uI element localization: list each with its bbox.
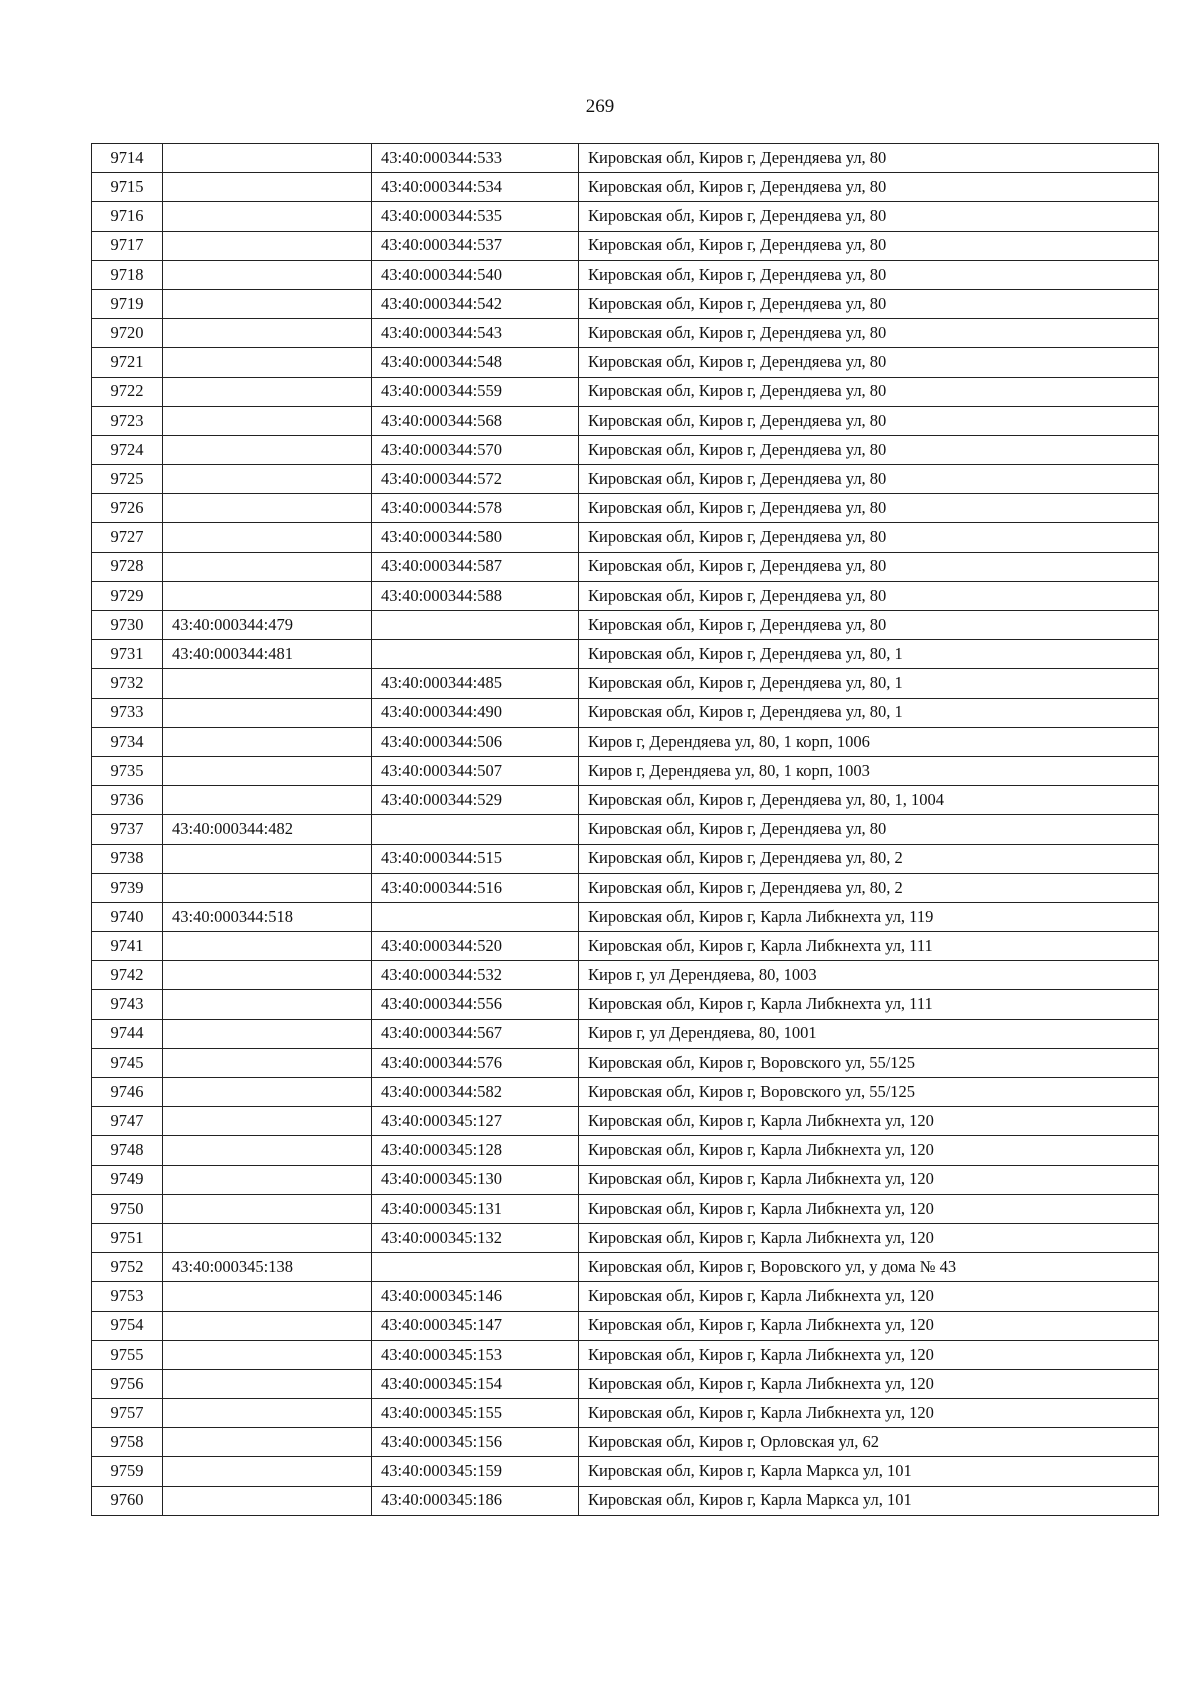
table-row (92, 1194, 1159, 1223)
table-row (92, 465, 1159, 494)
address-cell: Киров г, ул Дерендяева, 80, 1003 (579, 961, 1159, 990)
cadastral-number-secondary-cell: 43:40:000345:159 (372, 1457, 579, 1486)
address-cell: Кировская обл, Киров г, Дерендяева ул, 80 (579, 494, 1159, 523)
address-cell: Кировская обл, Киров г, Дерендяева ул, 80 (579, 319, 1159, 348)
table-row (92, 727, 1159, 756)
row-number-cell: 9756 (92, 1369, 163, 1398)
table-row (92, 873, 1159, 902)
cadastral-number-cell (163, 698, 372, 727)
cadastral-number-cell (163, 1486, 372, 1515)
cadastral-number-cell (163, 990, 372, 1019)
address-cell: Кировская обл, Киров г, Дерендяева ул, 80, 1 (579, 640, 1159, 669)
address-cell: Кировская обл, Киров г, Карла Либкнехта ул, 120 (579, 1311, 1159, 1340)
cadastral-number-cell (163, 523, 372, 552)
cadastral-number-cell: 43:40:000345:138 (163, 1253, 372, 1282)
table-row (92, 815, 1159, 844)
row-number-cell: 9743 (92, 990, 163, 1019)
row-number-cell: 9720 (92, 319, 163, 348)
table-row (92, 1457, 1159, 1486)
address-cell: Кировская обл, Киров г, Дерендяева ул, 80 (579, 406, 1159, 435)
table-row (92, 1428, 1159, 1457)
row-number-cell: 9717 (92, 231, 163, 260)
row-number-cell: 9759 (92, 1457, 163, 1486)
table-row (92, 552, 1159, 581)
cadastral-number-secondary-cell: 43:40:000344:582 (372, 1078, 579, 1107)
cadastral-number-cell (163, 494, 372, 523)
cadastral-number-cell (163, 1340, 372, 1369)
table-row (92, 990, 1159, 1019)
cadastral-number-secondary-cell: 43:40:000344:490 (372, 698, 579, 727)
cadastral-number-secondary-cell: 43:40:000344:507 (372, 756, 579, 785)
row-number-cell: 9757 (92, 1399, 163, 1428)
registry-table (91, 143, 1159, 1516)
cadastral-number-cell (163, 756, 372, 785)
cadastral-number-cell (163, 727, 372, 756)
table-row (92, 844, 1159, 873)
address-cell: Кировская обл, Киров г, Дерендяева ул, 80 (579, 611, 1159, 640)
row-number-cell: 9752 (92, 1253, 163, 1282)
cadastral-number-secondary-cell (372, 902, 579, 931)
row-number-cell: 9727 (92, 523, 163, 552)
cadastral-number-secondary-cell: 43:40:000344:543 (372, 319, 579, 348)
cadastral-number-cell (163, 1223, 372, 1252)
row-number-cell: 9735 (92, 756, 163, 785)
table-row (92, 698, 1159, 727)
cadastral-number-secondary-cell: 43:40:000345:132 (372, 1223, 579, 1252)
cadastral-number-secondary-cell: 43:40:000345:131 (372, 1194, 579, 1223)
cadastral-number-cell (163, 1428, 372, 1457)
table-row (92, 1253, 1159, 1282)
address-cell: Кировская обл, Киров г, Карла Либкнехта ул, 120 (579, 1282, 1159, 1311)
row-number-cell: 9723 (92, 406, 163, 435)
cadastral-number-cell (163, 1194, 372, 1223)
address-cell: Кировская обл, Киров г, Карла Либкнехта ул, 111 (579, 932, 1159, 961)
cadastral-number-secondary-cell: 43:40:000344:520 (372, 932, 579, 961)
table-row (92, 902, 1159, 931)
row-number-cell: 9729 (92, 581, 163, 610)
cadastral-number-cell (163, 1399, 372, 1428)
address-cell: Кировская обл, Киров г, Воровского ул, 55/125 (579, 1048, 1159, 1077)
cadastral-number-secondary-cell: 43:40:000345:130 (372, 1165, 579, 1194)
address-cell: Киров г, Дерендяева ул, 80, 1 корп, 1006 (579, 727, 1159, 756)
address-cell: Кировская обл, Киров г, Дерендяева ул, 80 (579, 815, 1159, 844)
address-cell: Кировская обл, Киров г, Дерендяева ул, 80 (579, 465, 1159, 494)
row-number-cell: 9714 (92, 144, 163, 173)
row-number-cell: 9747 (92, 1107, 163, 1136)
table-row (92, 1369, 1159, 1398)
row-number-cell: 9750 (92, 1194, 163, 1223)
cadastral-number-cell (163, 844, 372, 873)
cadastral-number-cell: 43:40:000344:518 (163, 902, 372, 931)
row-number-cell: 9751 (92, 1223, 163, 1252)
cadastral-number-cell (163, 465, 372, 494)
cadastral-number-cell (163, 873, 372, 902)
cadastral-number-secondary-cell: 43:40:000344:548 (372, 348, 579, 377)
address-cell: Кировская обл, Киров г, Карла Либкнехта ул, 120 (579, 1223, 1159, 1252)
cadastral-number-secondary-cell: 43:40:000344:542 (372, 289, 579, 318)
cadastral-number-secondary-cell: 43:40:000345:155 (372, 1399, 579, 1428)
row-number-cell: 9741 (92, 932, 163, 961)
table-row (92, 494, 1159, 523)
row-number-cell: 9722 (92, 377, 163, 406)
address-cell: Кировская обл, Киров г, Дерендяева ул, 80, 1 (579, 669, 1159, 698)
cadastral-number-secondary-cell: 43:40:000344:533 (372, 144, 579, 173)
cadastral-number-cell (163, 1048, 372, 1077)
address-cell: Кировская обл, Киров г, Карла Либкнехта ул, 120 (579, 1340, 1159, 1369)
table-row (92, 319, 1159, 348)
row-number-cell: 9744 (92, 1019, 163, 1048)
row-number-cell: 9721 (92, 348, 163, 377)
cadastral-number-cell (163, 377, 372, 406)
address-cell: Кировская обл, Киров г, Дерендяева ул, 80 (579, 552, 1159, 581)
cadastral-number-secondary-cell: 43:40:000344:587 (372, 552, 579, 581)
cadastral-number-cell (163, 231, 372, 260)
cadastral-number-secondary-cell: 43:40:000344:567 (372, 1019, 579, 1048)
address-cell: Киров г, ул Дерендяева, 80, 1001 (579, 1019, 1159, 1048)
cadastral-number-cell (163, 1019, 372, 1048)
cadastral-number-cell (163, 1457, 372, 1486)
address-cell: Кировская обл, Киров г, Воровского ул, у дома № 43 (579, 1253, 1159, 1282)
address-cell: Кировская обл, Киров г, Карла Либкнехта ул, 120 (579, 1136, 1159, 1165)
table-row (92, 961, 1159, 990)
cadastral-number-cell: 43:40:000344:482 (163, 815, 372, 844)
table-row (92, 231, 1159, 260)
cadastral-number-cell (163, 1282, 372, 1311)
address-cell: Кировская обл, Киров г, Карла Маркса ул, 101 (579, 1486, 1159, 1515)
table-row (92, 173, 1159, 202)
table-row (92, 260, 1159, 289)
cadastral-number-cell (163, 1107, 372, 1136)
address-cell: Кировская обл, Киров г, Дерендяева ул, 80 (579, 289, 1159, 318)
cadastral-number-cell (163, 961, 372, 990)
row-number-cell: 9760 (92, 1486, 163, 1515)
cadastral-number-secondary-cell: 43:40:000344:532 (372, 961, 579, 990)
table-row (92, 1223, 1159, 1252)
cadastral-number-cell (163, 406, 372, 435)
table-row (92, 1340, 1159, 1369)
address-cell: Кировская обл, Киров г, Карла Либкнехта ул, 120 (579, 1194, 1159, 1223)
cadastral-number-cell (163, 552, 372, 581)
address-cell: Кировская обл, Киров г, Дерендяева ул, 80, 1 (579, 698, 1159, 727)
address-cell: Кировская обл, Киров г, Дерендяева ул, 80, 2 (579, 844, 1159, 873)
cadastral-number-cell (163, 435, 372, 464)
address-cell: Киров г, Дерендяева ул, 80, 1 корп, 1003 (579, 756, 1159, 785)
cadastral-number-secondary-cell: 43:40:000344:515 (372, 844, 579, 873)
cadastral-number-secondary-cell: 43:40:000344:572 (372, 465, 579, 494)
table-row (92, 669, 1159, 698)
cadastral-number-cell (163, 319, 372, 348)
row-number-cell: 9738 (92, 844, 163, 873)
row-number-cell: 9742 (92, 961, 163, 990)
address-cell: Кировская обл, Киров г, Дерендяева ул, 80 (579, 348, 1159, 377)
cadastral-number-cell (163, 348, 372, 377)
row-number-cell: 9754 (92, 1311, 163, 1340)
address-cell: Кировская обл, Киров г, Дерендяева ул, 80 (579, 202, 1159, 231)
cadastral-number-secondary-cell: 43:40:000344:568 (372, 406, 579, 435)
table-row (92, 1019, 1159, 1048)
address-cell: Кировская обл, Киров г, Воровского ул, 55/125 (579, 1078, 1159, 1107)
table-row (92, 348, 1159, 377)
address-cell: Кировская обл, Киров г, Дерендяева ул, 80 (579, 523, 1159, 552)
address-cell: Кировская обл, Киров г, Карла Либкнехта ул, 120 (579, 1399, 1159, 1428)
cadastral-number-secondary-cell: 43:40:000345:156 (372, 1428, 579, 1457)
address-cell: Кировская обл, Киров г, Карла Либкнехта ул, 111 (579, 990, 1159, 1019)
table-row (92, 435, 1159, 464)
cadastral-number-secondary-cell: 43:40:000344:578 (372, 494, 579, 523)
cadastral-number-secondary-cell: 43:40:000344:556 (372, 990, 579, 1019)
cadastral-number-secondary-cell: 43:40:000344:576 (372, 1048, 579, 1077)
table-row (92, 932, 1159, 961)
cadastral-number-cell: 43:40:000344:479 (163, 611, 372, 640)
table-row (92, 377, 1159, 406)
row-number-cell: 9746 (92, 1078, 163, 1107)
table-row (92, 1107, 1159, 1136)
table-row (92, 640, 1159, 669)
row-number-cell: 9758 (92, 1428, 163, 1457)
cadastral-number-cell (163, 786, 372, 815)
row-number-cell: 9730 (92, 611, 163, 640)
address-cell: Кировская обл, Киров г, Дерендяева ул, 80 (579, 581, 1159, 610)
row-number-cell: 9715 (92, 173, 163, 202)
row-number-cell: 9749 (92, 1165, 163, 1194)
table-row (92, 144, 1159, 173)
cadastral-number-cell (163, 202, 372, 231)
cadastral-number-secondary-cell: 43:40:000344:540 (372, 260, 579, 289)
table-row (92, 1399, 1159, 1428)
row-number-cell: 9748 (92, 1136, 163, 1165)
row-number-cell: 9736 (92, 786, 163, 815)
address-cell: Кировская обл, Киров г, Карла Либкнехта ул, 119 (579, 902, 1159, 931)
row-number-cell: 9716 (92, 202, 163, 231)
address-cell: Кировская обл, Киров г, Дерендяева ул, 80 (579, 377, 1159, 406)
cadastral-number-secondary-cell: 43:40:000344:529 (372, 786, 579, 815)
address-cell: Кировская обл, Киров г, Дерендяева ул, 80 (579, 231, 1159, 260)
cadastral-number-secondary-cell: 43:40:000344:506 (372, 727, 579, 756)
address-cell: Кировская обл, Киров г, Орловская ул, 62 (579, 1428, 1159, 1457)
page-number: 269 (585, 96, 615, 117)
cadastral-number-secondary-cell: 43:40:000344:570 (372, 435, 579, 464)
row-number-cell: 9732 (92, 669, 163, 698)
cadastral-number-secondary-cell (372, 640, 579, 669)
row-number-cell: 9719 (92, 289, 163, 318)
table-row (92, 289, 1159, 318)
row-number-cell: 9737 (92, 815, 163, 844)
row-number-cell: 9734 (92, 727, 163, 756)
address-cell: Кировская обл, Киров г, Карла Либкнехта ул, 120 (579, 1107, 1159, 1136)
row-number-cell: 9733 (92, 698, 163, 727)
address-cell: Кировская обл, Киров г, Дерендяева ул, 80 (579, 435, 1159, 464)
cadastral-number-cell (163, 1078, 372, 1107)
address-cell: Кировская обл, Киров г, Дерендяева ул, 80 (579, 173, 1159, 202)
table-row (92, 1311, 1159, 1340)
cadastral-number-cell: 43:40:000344:481 (163, 640, 372, 669)
cadastral-number-cell (163, 669, 372, 698)
address-cell: Кировская обл, Киров г, Дерендяева ул, 80, 2 (579, 873, 1159, 902)
cadastral-number-secondary-cell (372, 1253, 579, 1282)
address-cell: Кировская обл, Киров г, Дерендяева ул, 80, 1, 1004 (579, 786, 1159, 815)
cadastral-number-cell (163, 581, 372, 610)
row-number-cell: 9728 (92, 552, 163, 581)
cadastral-number-secondary-cell: 43:40:000345:186 (372, 1486, 579, 1515)
cadastral-number-cell (163, 289, 372, 318)
table-row (92, 1048, 1159, 1077)
address-cell: Кировская обл, Киров г, Карла Либкнехта ул, 120 (579, 1165, 1159, 1194)
row-number-cell: 9753 (92, 1282, 163, 1311)
table-row (92, 756, 1159, 785)
cadastral-number-secondary-cell: 43:40:000344:534 (372, 173, 579, 202)
row-number-cell: 9725 (92, 465, 163, 494)
cadastral-number-secondary-cell: 43:40:000344:580 (372, 523, 579, 552)
address-cell: Кировская обл, Киров г, Карла Маркса ул, 101 (579, 1457, 1159, 1486)
row-number-cell: 9731 (92, 640, 163, 669)
row-number-cell: 9726 (92, 494, 163, 523)
table-row (92, 1136, 1159, 1165)
cadastral-number-secondary-cell: 43:40:000344:537 (372, 231, 579, 260)
cadastral-number-secondary-cell (372, 611, 579, 640)
table-row (92, 1165, 1159, 1194)
table-row (92, 1078, 1159, 1107)
table-row (92, 786, 1159, 815)
cadastral-number-secondary-cell: 43:40:000344:588 (372, 581, 579, 610)
row-number-cell: 9755 (92, 1340, 163, 1369)
cadastral-number-cell (163, 1311, 372, 1340)
table-row (92, 523, 1159, 552)
row-number-cell: 9718 (92, 260, 163, 289)
cadastral-number-cell (163, 932, 372, 961)
cadastral-number-secondary-cell: 43:40:000345:147 (372, 1311, 579, 1340)
cadastral-number-secondary-cell: 43:40:000345:146 (372, 1282, 579, 1311)
cadastral-number-secondary-cell: 43:40:000344:535 (372, 202, 579, 231)
cadastral-number-cell (163, 1165, 372, 1194)
cadastral-number-cell (163, 260, 372, 289)
cadastral-number-secondary-cell (372, 815, 579, 844)
cadastral-number-cell (163, 144, 372, 173)
table-row (92, 611, 1159, 640)
cadastral-number-secondary-cell: 43:40:000344:485 (372, 669, 579, 698)
table-row (92, 1282, 1159, 1311)
row-number-cell: 9740 (92, 902, 163, 931)
registry-table-body (92, 144, 1159, 1516)
row-number-cell: 9724 (92, 435, 163, 464)
row-number-cell: 9739 (92, 873, 163, 902)
cadastral-number-cell (163, 1369, 372, 1398)
table-row (92, 406, 1159, 435)
row-number-cell: 9745 (92, 1048, 163, 1077)
table-row (92, 1486, 1159, 1515)
address-cell: Кировская обл, Киров г, Дерендяева ул, 80 (579, 260, 1159, 289)
cadastral-number-secondary-cell: 43:40:000344:559 (372, 377, 579, 406)
cadastral-number-cell (163, 173, 372, 202)
cadastral-number-secondary-cell: 43:40:000345:127 (372, 1107, 579, 1136)
address-cell: Кировская обл, Киров г, Дерендяева ул, 80 (579, 144, 1159, 173)
cadastral-number-secondary-cell: 43:40:000345:154 (372, 1369, 579, 1398)
address-cell: Кировская обл, Киров г, Карла Либкнехта ул, 120 (579, 1369, 1159, 1398)
cadastral-number-secondary-cell: 43:40:000345:128 (372, 1136, 579, 1165)
table-row (92, 581, 1159, 610)
table-row (92, 202, 1159, 231)
cadastral-number-cell (163, 1136, 372, 1165)
cadastral-number-secondary-cell: 43:40:000345:153 (372, 1340, 579, 1369)
cadastral-number-secondary-cell: 43:40:000344:516 (372, 873, 579, 902)
